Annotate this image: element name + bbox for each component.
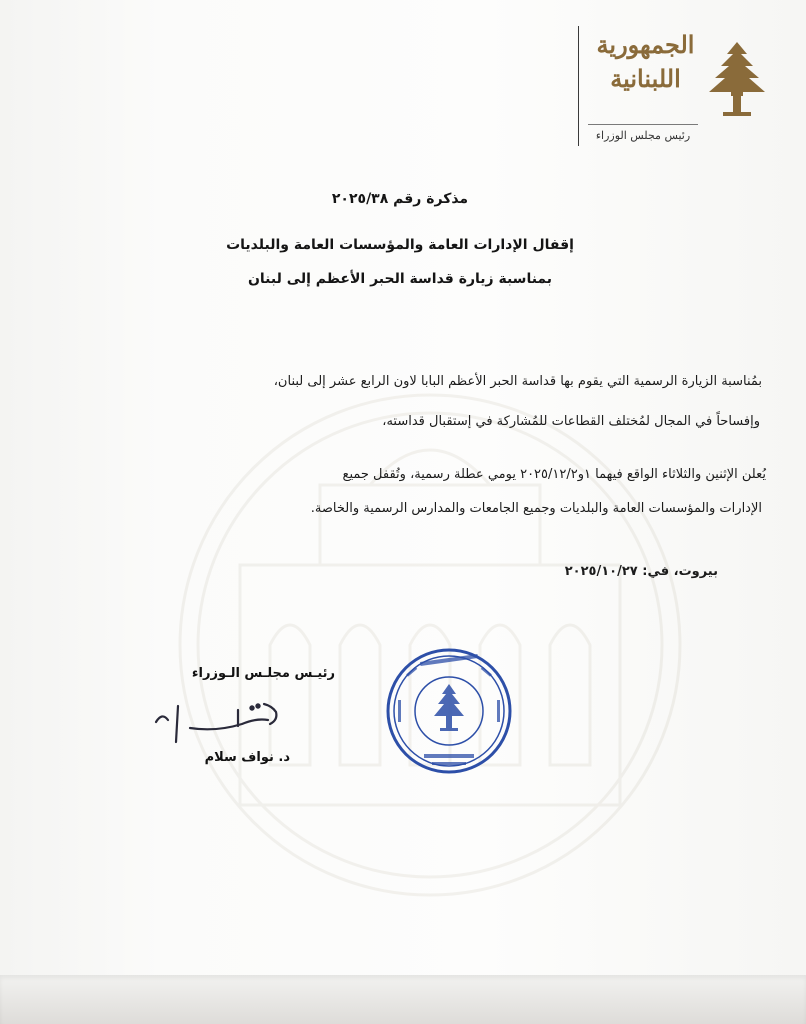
letterhead-underline <box>588 124 698 125</box>
memo-number: مذكرة رقم ٢٠٢٥/٣٨ <box>331 191 469 207</box>
handwritten-signature-icon <box>146 698 296 748</box>
cedar-emblem-icon <box>703 38 771 122</box>
body-paragraph-1-line-1: بمُناسبة الزيارة الرسمية التي يقوم بها قداسة الحبر الأعظم البابا لاون الرابع عشر إلى لبنان، <box>273 374 762 389</box>
body-paragraph-1-line-2: وإفساحاً في المجال لمُختلف القطاعات للمُشاركة في إستقبال قداسته، <box>382 414 760 429</box>
serail-watermark-icon <box>170 345 690 945</box>
memo-subject-line-2: بمناسبة زيارة قداسة الحبر الأعظم إلى لبنان <box>247 271 553 287</box>
body-paragraph-2-line-1: يُعلن الإثنين والثلاثاء الواقع فيهما ١و٢٠٢٥/١٢/٢ يومي عطلة رسمية، وتُقفل جميع <box>342 467 766 482</box>
letterhead <box>578 22 788 144</box>
page-bottom-edge <box>0 975 806 1024</box>
letterhead-republic-name: الجمهورية اللبنانية <box>596 30 695 93</box>
letterhead-divider <box>578 26 579 146</box>
signatory-title: رئيـس مجلـس الـوزراء <box>191 666 335 681</box>
letterhead-office: رئيس مجلس الوزراء <box>595 129 691 142</box>
issue-date: بيروت، في: ٢٠٢٥/١٠/٢٧ <box>564 564 718 579</box>
memo-subject-line-1: إقفال الإدارات العامة والمؤسسات العامة والبلديات <box>226 237 574 253</box>
body-paragraph-2-line-2: الإدارات والمؤسسات العامة والبلديات وجميع الجامعات والمدارس الرسمية والخاصة. <box>310 501 762 516</box>
official-stamp-icon <box>384 646 514 776</box>
signatory-name: د. نواف سلام <box>204 750 290 765</box>
